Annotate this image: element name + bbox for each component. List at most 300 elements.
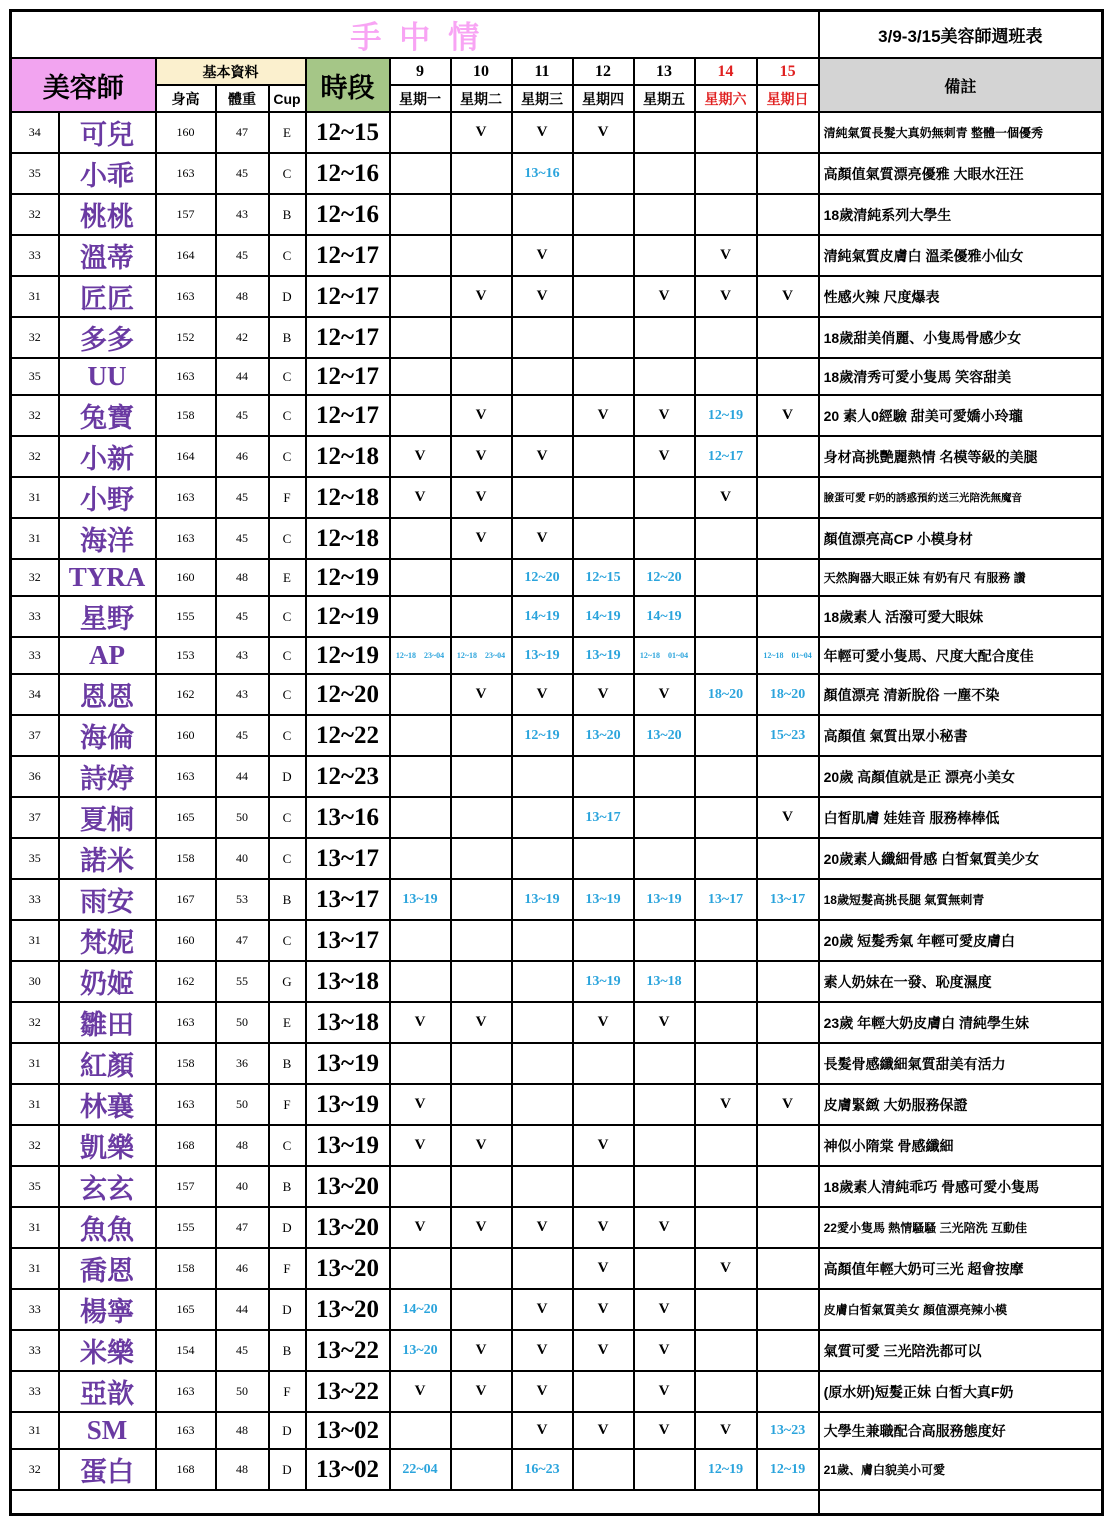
day-cell	[451, 358, 512, 395]
cup-value: B	[269, 1043, 306, 1084]
day-cell	[573, 477, 634, 518]
table-row	[11, 1289, 1103, 1330]
day-check-mark: V	[512, 518, 573, 559]
table-row	[11, 395, 1103, 436]
day-check-mark: V	[695, 235, 757, 276]
table-row	[11, 838, 1103, 879]
weight-value: 44	[216, 756, 269, 797]
day-check-mark: V	[451, 436, 512, 477]
day-cell	[695, 637, 757, 674]
day-cell	[757, 1002, 819, 1043]
day-cell	[757, 1330, 819, 1371]
day-check-mark: V	[451, 1330, 512, 1371]
beautician-number: 31	[11, 276, 59, 317]
beautician-name: 喬恩	[59, 1248, 156, 1289]
cup-value: D	[269, 1289, 306, 1330]
remark-cell: 20歲 短髮秀氣 年輕可愛皮膚白	[819, 920, 1103, 961]
day-cell	[757, 920, 819, 961]
day-cell	[451, 559, 512, 596]
day-time-range: 13~17	[573, 797, 634, 838]
weight-value: 44	[216, 1289, 269, 1330]
day-check-mark: V	[512, 436, 573, 477]
remark-cell: 20 素人0經驗 甜美可愛嬌小玲瓏	[819, 395, 1103, 436]
day-cell	[512, 1002, 573, 1043]
remark-cell: 白皙肌膚 娃娃音 服務棒棒低	[819, 797, 1103, 838]
day-cell	[512, 317, 573, 358]
beautician-name: 兔寶	[59, 395, 156, 436]
day-time-range: 13~19	[390, 879, 451, 920]
beautician-number: 33	[11, 1371, 59, 1412]
time-slot-value: 12~19	[306, 559, 390, 596]
day-time-range: 12~19	[512, 715, 573, 756]
day-cell	[757, 1166, 819, 1207]
beautician-name: 凱樂	[59, 1125, 156, 1166]
table-row	[11, 358, 1103, 395]
day-date-header: 11	[512, 58, 573, 85]
day-check-mark: V	[512, 1412, 573, 1449]
day-cell	[695, 358, 757, 395]
day-cell	[757, 1248, 819, 1289]
day-cell	[390, 1412, 451, 1449]
day-cell	[757, 112, 819, 153]
day-time-range: 12~18 01~04	[634, 637, 695, 674]
day-cell	[695, 194, 757, 235]
day-cell	[451, 1084, 512, 1125]
day-time-range: 12~17	[695, 436, 757, 477]
day-check-mark: V	[451, 477, 512, 518]
day-cell	[451, 1248, 512, 1289]
beautician-number: 32	[11, 436, 59, 477]
day-cell	[695, 1166, 757, 1207]
height-value: 160	[156, 559, 216, 596]
day-cell	[512, 477, 573, 518]
height-value: 163	[156, 1371, 216, 1412]
day-cell	[695, 715, 757, 756]
header-row-top	[11, 58, 1103, 85]
time-slot-value: 13~22	[306, 1371, 390, 1412]
day-check-mark: V	[573, 1289, 634, 1330]
day-check-mark: V	[451, 112, 512, 153]
remark-cell: 23歲 年輕大奶皮膚白 清純學生妹	[819, 1002, 1103, 1043]
day-cell	[390, 961, 451, 1002]
day-cell	[757, 1207, 819, 1248]
day-cell	[695, 1125, 757, 1166]
cup-value: F	[269, 1371, 306, 1412]
height-value: 157	[156, 1166, 216, 1207]
time-slot-value: 13~20	[306, 1289, 390, 1330]
beautician-name: 溫蒂	[59, 235, 156, 276]
time-slot-value: 12~17	[306, 358, 390, 395]
day-cell	[573, 1084, 634, 1125]
weight-value: 46	[216, 1248, 269, 1289]
cup-value: C	[269, 838, 306, 879]
day-cell	[390, 596, 451, 637]
day-cell	[390, 153, 451, 194]
day-date-header: 13	[634, 58, 695, 85]
day-check-mark: V	[695, 1084, 757, 1125]
day-cell	[390, 276, 451, 317]
page-title: 手中情	[11, 11, 819, 59]
weight-value: 47	[216, 920, 269, 961]
beautician-number: 33	[11, 879, 59, 920]
height-value: 155	[156, 1207, 216, 1248]
height-value: 163	[156, 518, 216, 559]
remark-cell: 18歲清純系列大學生	[819, 194, 1103, 235]
day-check-mark: V	[573, 1248, 634, 1289]
remark-cell: 長髮骨感纖細氣質甜美有活力	[819, 1043, 1103, 1084]
day-cell	[634, 1084, 695, 1125]
cup-value: C	[269, 395, 306, 436]
remark-cell: 22愛小隻馬 熱情騷騷 三光陪洗 互動佳	[819, 1207, 1103, 1248]
day-cell	[757, 559, 819, 596]
remark-cell: 高顏值年輕大奶可三光 超會按摩	[819, 1248, 1103, 1289]
beautician-number: 33	[11, 1289, 59, 1330]
partial-row	[11, 1490, 1103, 1514]
beautician-number: 35	[11, 1166, 59, 1207]
table-row	[11, 1449, 1103, 1490]
beautician-name: AP	[59, 637, 156, 674]
height-value: 165	[156, 797, 216, 838]
remark-cell: 18歲清秀可愛小隻馬 笑容甜美	[819, 358, 1103, 395]
day-cell	[390, 1248, 451, 1289]
day-cell	[512, 1125, 573, 1166]
cup-value: D	[269, 276, 306, 317]
height-value: 164	[156, 436, 216, 477]
height-value: 163	[156, 1084, 216, 1125]
day-check-mark: V	[634, 674, 695, 715]
day-cell	[451, 194, 512, 235]
time-slot-value: 12~17	[306, 276, 390, 317]
beautician-name: 亞歆	[59, 1371, 156, 1412]
day-cell	[695, 1043, 757, 1084]
day-check-mark: V	[757, 797, 819, 838]
day-time-range: 14~20	[390, 1289, 451, 1330]
height-value: 160	[156, 715, 216, 756]
day-check-mark: V	[451, 674, 512, 715]
cup-value: B	[269, 317, 306, 358]
day-cell	[512, 961, 573, 1002]
beautician-name: 海倫	[59, 715, 156, 756]
day-cell	[390, 1166, 451, 1207]
remark-cell: 神似小隋棠 骨感纖細	[819, 1125, 1103, 1166]
day-time-range: 13~20	[573, 715, 634, 756]
table-row	[11, 1166, 1103, 1207]
day-cell	[634, 756, 695, 797]
cup-value: C	[269, 1125, 306, 1166]
day-check-mark: V	[390, 1002, 451, 1043]
table-row	[11, 1330, 1103, 1371]
day-time-range: 14~19	[512, 596, 573, 637]
beautician-number: 35	[11, 358, 59, 395]
day-name-header: 星期四	[573, 85, 634, 112]
schedule-table	[9, 9, 1104, 1516]
day-cell	[757, 596, 819, 637]
day-check-mark: V	[634, 1207, 695, 1248]
time-slot-value: 13~17	[306, 920, 390, 961]
day-cell	[573, 1449, 634, 1490]
day-check-mark: V	[512, 1289, 573, 1330]
beautician-name: 可兒	[59, 112, 156, 153]
day-cell	[512, 1084, 573, 1125]
table-row	[11, 1371, 1103, 1412]
day-cell	[512, 395, 573, 436]
day-check-mark: V	[451, 395, 512, 436]
day-date-header: 9	[390, 58, 451, 85]
day-time-range: 12~20	[512, 559, 573, 596]
weight-value: 45	[216, 477, 269, 518]
time-slot-value: 12~18	[306, 518, 390, 559]
day-check-mark: V	[573, 1412, 634, 1449]
weight-value: 47	[216, 1207, 269, 1248]
time-slot-value: 12~20	[306, 674, 390, 715]
table-row	[11, 276, 1103, 317]
remark-cell: 臉蛋可愛 F奶的誘惑預約送三光陪洗無魔音	[819, 477, 1103, 518]
weight-value: 50	[216, 1002, 269, 1043]
weekly-schedule-sheet	[9, 9, 1101, 1516]
day-cell	[512, 194, 573, 235]
beautician-number: 37	[11, 797, 59, 838]
day-cell	[512, 756, 573, 797]
day-check-mark: V	[512, 1371, 573, 1412]
day-cell	[573, 1043, 634, 1084]
day-cell	[390, 838, 451, 879]
remark-cell: 素人奶妹在一發、恥度濕度	[819, 961, 1103, 1002]
weight-value: 44	[216, 358, 269, 395]
remark-cell: 18歲甜美俏麗、小隻馬骨感少女	[819, 317, 1103, 358]
day-cell	[451, 1166, 512, 1207]
cup-value: C	[269, 436, 306, 477]
height-value: 158	[156, 1248, 216, 1289]
day-time-range: 12~19	[695, 1449, 757, 1490]
remark-cell: 高顏值 氣質出眾小秘書	[819, 715, 1103, 756]
day-cell	[451, 961, 512, 1002]
remark-cell: 20歲 高顏值就是正 漂亮小美女	[819, 756, 1103, 797]
weight-value: 40	[216, 838, 269, 879]
day-name-header: 星期三	[512, 85, 573, 112]
day-cell	[390, 674, 451, 715]
day-check-mark: V	[757, 395, 819, 436]
day-time-range: 14~19	[573, 596, 634, 637]
day-cell	[757, 1371, 819, 1412]
day-cell	[451, 756, 512, 797]
day-check-mark: V	[573, 1207, 634, 1248]
day-cell	[390, 559, 451, 596]
time-slot-value: 12~16	[306, 153, 390, 194]
day-cell	[634, 518, 695, 559]
cup-value: B	[269, 879, 306, 920]
table-row	[11, 112, 1103, 153]
beautician-number: 31	[11, 477, 59, 518]
beautician-number: 33	[11, 235, 59, 276]
height-value: 160	[156, 920, 216, 961]
table-row	[11, 436, 1103, 477]
day-check-mark: V	[451, 276, 512, 317]
height-value: 163	[156, 1002, 216, 1043]
cup-value: D	[269, 1412, 306, 1449]
day-name-header: 星期二	[451, 85, 512, 112]
beautician-name: 匠匠	[59, 276, 156, 317]
beautician-number: 35	[11, 838, 59, 879]
height-value: 154	[156, 1330, 216, 1371]
day-cell	[573, 194, 634, 235]
remark-cell: 皮膚白皙氣質美女 顏值漂亮辣小模	[819, 1289, 1103, 1330]
day-time-range: 18~20	[757, 674, 819, 715]
day-time-range: 13~19	[512, 637, 573, 674]
day-cell	[634, 477, 695, 518]
day-cell	[390, 235, 451, 276]
day-date-header: 15	[757, 58, 819, 85]
height-value: 158	[156, 838, 216, 879]
weight-value: 53	[216, 879, 269, 920]
beautician-number: 36	[11, 756, 59, 797]
day-check-mark: V	[634, 1371, 695, 1412]
time-slot-value: 13~18	[306, 1002, 390, 1043]
beautician-name: 小乖	[59, 153, 156, 194]
remark-cell: 18歲短髮高挑長腿 氣質無刺青	[819, 879, 1103, 920]
day-check-mark: V	[390, 436, 451, 477]
beautician-name: 紅顏	[59, 1043, 156, 1084]
day-time-range: 12~18 23~04	[451, 637, 512, 674]
beautician-name: 雛田	[59, 1002, 156, 1043]
time-slot-value: 13~19	[306, 1084, 390, 1125]
day-check-mark: V	[695, 1412, 757, 1449]
day-time-range: 13~19	[573, 637, 634, 674]
column-header-basic-info: 基本資料	[156, 58, 306, 85]
column-header-weight: 體重	[216, 85, 269, 112]
beautician-name: 諾米	[59, 838, 156, 879]
day-cell	[390, 715, 451, 756]
time-slot-value: 12~19	[306, 637, 390, 674]
day-cell	[757, 1289, 819, 1330]
remark-cell: 高顏值氣質漂亮優雅 大眼水汪汪	[819, 153, 1103, 194]
table-row	[11, 1043, 1103, 1084]
weight-value: 50	[216, 797, 269, 838]
weight-value: 45	[216, 518, 269, 559]
day-check-mark: V	[695, 276, 757, 317]
day-cell	[451, 1412, 512, 1449]
weight-value: 45	[216, 235, 269, 276]
weight-value: 45	[216, 1330, 269, 1371]
height-value: 168	[156, 1449, 216, 1490]
beautician-name: 小野	[59, 477, 156, 518]
day-cell	[390, 1043, 451, 1084]
day-time-range: 12~19	[757, 1449, 819, 1490]
day-check-mark: V	[634, 436, 695, 477]
day-cell	[757, 436, 819, 477]
table-row	[11, 1002, 1103, 1043]
day-cell	[695, 596, 757, 637]
remark-cell: (原水妍)短髮正妹 白皙大真F奶	[819, 1371, 1103, 1412]
day-cell	[695, 559, 757, 596]
cup-value: C	[269, 518, 306, 559]
day-name-header: 星期六	[695, 85, 757, 112]
time-slot-value: 13~02	[306, 1449, 390, 1490]
day-time-range: 13~19	[573, 879, 634, 920]
height-value: 168	[156, 1125, 216, 1166]
day-cell	[695, 112, 757, 153]
day-cell	[634, 1043, 695, 1084]
beautician-name: 海洋	[59, 518, 156, 559]
day-name-header: 星期日	[757, 85, 819, 112]
time-slot-value: 13~20	[306, 1166, 390, 1207]
day-cell	[390, 756, 451, 797]
beautician-number: 33	[11, 596, 59, 637]
day-check-mark: V	[573, 674, 634, 715]
day-cell	[512, 358, 573, 395]
day-time-range: 13~19	[512, 879, 573, 920]
cup-value: C	[269, 674, 306, 715]
beautician-number: 31	[11, 1248, 59, 1289]
table-row	[11, 920, 1103, 961]
day-cell	[573, 276, 634, 317]
beautician-name: UU	[59, 358, 156, 395]
day-cell	[573, 838, 634, 879]
table-row	[11, 1412, 1103, 1449]
day-cell	[634, 358, 695, 395]
day-check-mark: V	[634, 276, 695, 317]
time-slot-value: 13~19	[306, 1125, 390, 1166]
weight-value: 36	[216, 1043, 269, 1084]
day-time-range: 13~20	[634, 715, 695, 756]
day-cell	[634, 838, 695, 879]
day-check-mark: V	[634, 1330, 695, 1371]
beautician-number: 31	[11, 1084, 59, 1125]
column-header-cup: Cup	[269, 85, 306, 112]
day-check-mark: V	[390, 477, 451, 518]
weight-value: 40	[216, 1166, 269, 1207]
day-cell	[573, 1166, 634, 1207]
height-value: 163	[156, 358, 216, 395]
remark-cell: 年輕可愛小隻馬、尺度大配合度佳	[819, 637, 1103, 674]
table-row	[11, 637, 1103, 674]
cup-value: C	[269, 596, 306, 637]
day-cell	[451, 153, 512, 194]
time-slot-value: 12~23	[306, 756, 390, 797]
day-cell	[634, 797, 695, 838]
day-cell	[757, 358, 819, 395]
table-row	[11, 153, 1103, 194]
table-row	[11, 1248, 1103, 1289]
beautician-number: 31	[11, 920, 59, 961]
height-value: 165	[156, 1289, 216, 1330]
beautician-number: 30	[11, 961, 59, 1002]
weight-value: 50	[216, 1371, 269, 1412]
day-cell	[573, 436, 634, 477]
day-check-mark: V	[512, 235, 573, 276]
table-row	[11, 596, 1103, 637]
day-cell	[634, 1125, 695, 1166]
cup-value: F	[269, 477, 306, 518]
beautician-name: 奶姬	[59, 961, 156, 1002]
day-date-header: 14	[695, 58, 757, 85]
weight-value: 50	[216, 1084, 269, 1125]
day-cell	[512, 1043, 573, 1084]
table-row	[11, 559, 1103, 596]
day-cell	[695, 1207, 757, 1248]
beautician-number: 31	[11, 1043, 59, 1084]
day-check-mark: V	[634, 1412, 695, 1449]
cup-value: C	[269, 358, 306, 395]
day-check-mark: V	[451, 1371, 512, 1412]
height-value: 163	[156, 477, 216, 518]
day-check-mark: V	[451, 1002, 512, 1043]
day-time-range: 13~17	[757, 879, 819, 920]
height-value: 163	[156, 756, 216, 797]
day-cell	[695, 961, 757, 1002]
day-cell	[451, 1289, 512, 1330]
day-cell	[390, 317, 451, 358]
day-cell	[390, 920, 451, 961]
